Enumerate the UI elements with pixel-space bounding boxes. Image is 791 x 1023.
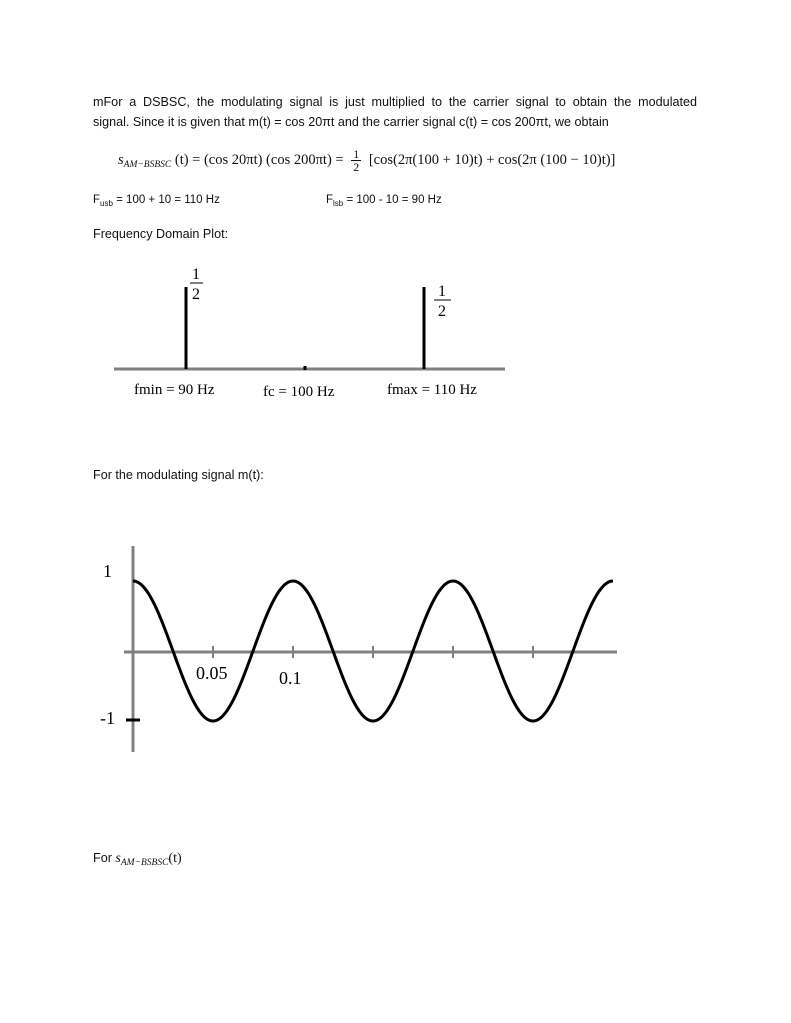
flsb-sub: lsb (333, 199, 344, 208)
intro-line-2: signal. Since it is given that m(t) = cos 20πt and the carrier signal c(t) = cos 200πt, we obtain (93, 115, 609, 129)
time-domain-plot (0, 520, 791, 770)
flsb-main: F (326, 194, 334, 206)
eq-rhs: [cos(2π(100 + 10)t) + cos(2π (100 − 10)t)] (368, 151, 616, 168)
intro-line-1: mFor a DSBSC, the modulating signal is just multiplied to the carrier signal to obtain the modulated (93, 95, 697, 109)
left-amp-den: 2 (192, 286, 200, 303)
fusb-rest: = 100 + 10 = 110 Hz (112, 194, 220, 206)
last-arg: (t) (168, 851, 182, 866)
frequency-domain-plot (0, 0, 791, 420)
eq-lhs: (t) = (cos 20πt) (cos 200πt) = (174, 151, 344, 168)
eq-frac-den: 2 (353, 160, 360, 174)
modulating-heading: For the modulating signal m(t): (93, 468, 264, 482)
left-amp-num: 1 (192, 266, 200, 283)
right-amp-den: 2 (438, 303, 446, 320)
fc-label: fc = 100 Hz (263, 384, 335, 400)
x-label-01: 0.1 (279, 668, 302, 688)
y-label-minus1: -1 (100, 708, 115, 728)
flsb-rest: = 100 - 10 = 90 Hz (343, 194, 442, 206)
fmin-label: fmin = 90 Hz (134, 382, 215, 398)
right-amp-num: 1 (438, 283, 446, 300)
fusb-sub: usb (100, 199, 113, 208)
last-s: s (115, 851, 121, 866)
eq-frac-num: 1 (353, 147, 360, 161)
fmax-label: fmax = 110 Hz (387, 382, 477, 398)
fusb-main: F (93, 194, 101, 206)
freq-heading: Frequency Domain Plot: (93, 227, 229, 241)
last-line (93, 851, 182, 868)
x-label-005: 0.05 (196, 663, 228, 683)
eq-s: s (118, 151, 124, 168)
last-prefix: For (93, 851, 116, 865)
y-label-1: 1 (103, 561, 112, 581)
last-sub: AM−BSBSC (120, 858, 169, 868)
eq-sub: AM−BSBSC (123, 159, 172, 170)
